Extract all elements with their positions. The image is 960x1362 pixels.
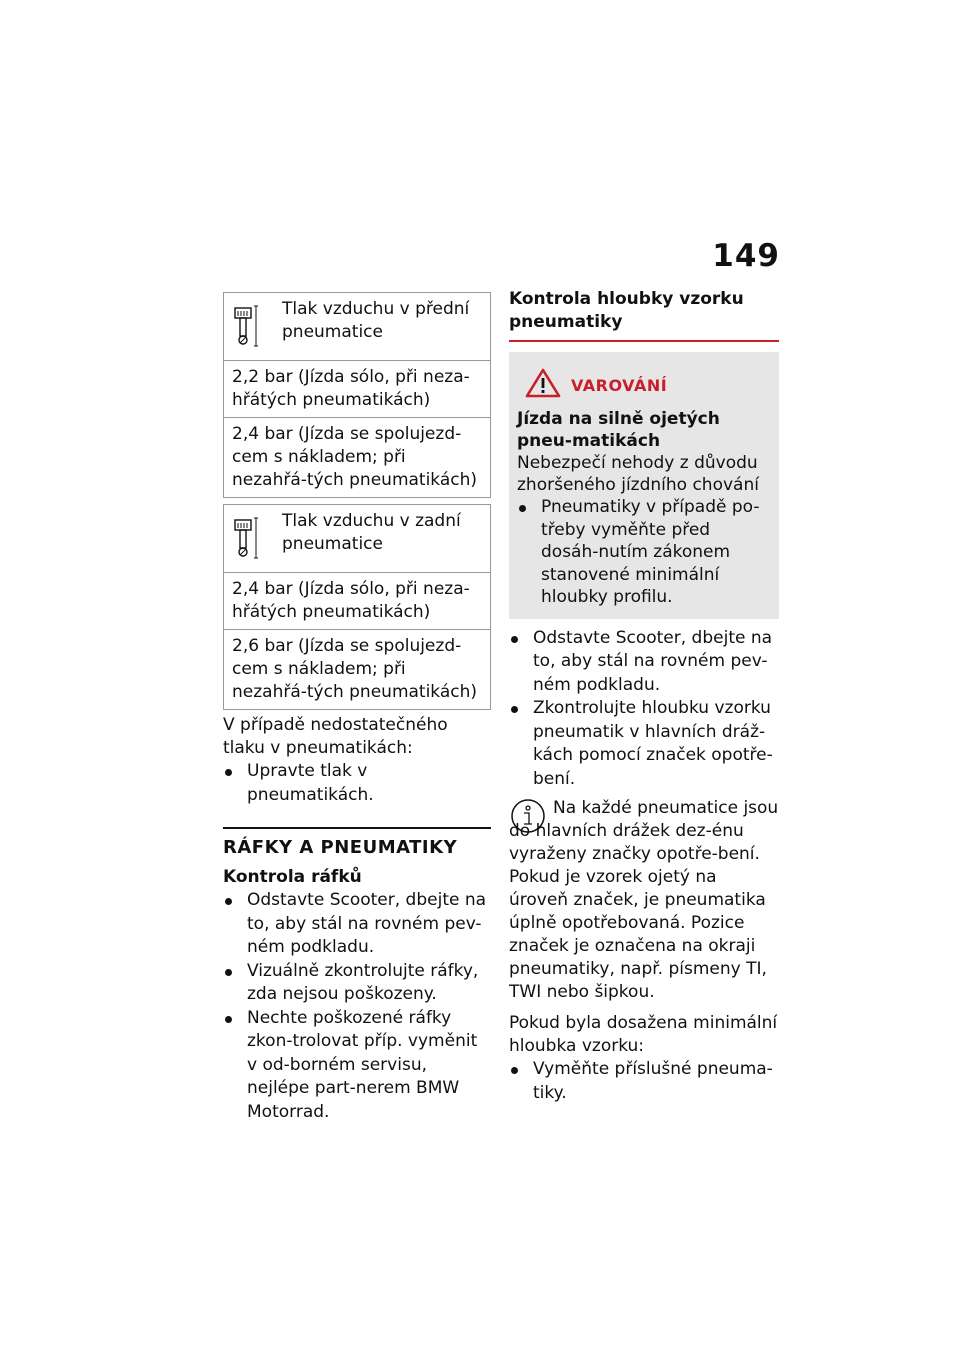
warning-label: VAROVÁNÍ (571, 375, 668, 395)
front-pressure-label: Tlak vzduchu v přední pneumatice (282, 299, 470, 342)
list-item: Odstavte Scooter, dbejte na to, aby stál na rovném pev-ném podkladu. (223, 889, 491, 960)
info-icon (509, 797, 547, 839)
left-column (223, 292, 491, 1124)
list-item: Upravte tlak v pneumatikách. (223, 760, 491, 807)
warning-list (517, 496, 769, 609)
list-item: Zkontrolujte hloubku vzorku pneumatik v hlavních dráž-kách pomocí značek opotře-bení. (509, 697, 779, 791)
page-number: 149 (712, 238, 780, 274)
front-pressure-table (223, 292, 491, 498)
rear-pressure-header (224, 505, 490, 573)
list-item: Pneumatiky v případě po-třeby vyměňte před dosáh-nutím zákonem stanovené minimální hloubky profilu. (517, 496, 769, 609)
replace-list (509, 1058, 779, 1105)
front-pressure-solo: 2,2 bar (Jízda sólo, při neza-hřátých pneumatikách) (224, 361, 490, 418)
section-title: RÁFKY A PNEUMATIKY (223, 827, 491, 858)
rear-pressure-solo: 2,4 bar (Jízda sólo, při neza-hřátých pneumatikách) (224, 573, 490, 630)
tread-check-list (509, 627, 779, 792)
rim-check-heading: Kontrola ráfků (223, 867, 362, 887)
info-text: Na každé pneumatice jsou do hlavních drážek dez-énu vyraženy značky opotře-bení. Pokud je vzorek ojetý na úroveň značek, je pneumatika úplně opotřebovaná. Pozice značek je označena na okraji pneumatiky, např. písmeny TI, TWI nebo šipkou. (509, 798, 779, 1002)
warning-header (525, 368, 769, 402)
pressure-note: V případě nedostatečného tlaku v pneumatikách: (223, 715, 448, 758)
tread-check-heading: Kontrola hloubky vzorku pneumatiky (509, 288, 779, 342)
tire-pressure-gauge-icon (232, 298, 272, 352)
rear-pressure-label: Tlak vzduchu v zadní pneumatice (282, 511, 461, 554)
right-column (509, 288, 779, 1105)
warning-text: Nebezpečí nehody z důvodu zhoršeného jízdního chování (517, 453, 759, 495)
front-pressure-header (224, 293, 490, 361)
warning-triangle-icon (525, 368, 561, 402)
list-item: Vizuálně zkontrolujte ráfky, zda nejsou poškozeny. (223, 960, 491, 1007)
tire-pressure-gauge-icon (232, 510, 272, 564)
warning-subheading: Jízda na silně ojetých pneu-matikách (517, 409, 720, 451)
pressure-note-list (223, 760, 491, 807)
rear-pressure-table (223, 504, 491, 710)
list-item: Vyměňte příslušné pneuma-tiky. (509, 1058, 779, 1105)
info-note (509, 797, 779, 1004)
warning-box (509, 352, 779, 619)
rim-check-list (223, 889, 491, 1124)
list-item: Nechte poškozené ráfky zkon-trolovat příp. vyměnit v od-borném servisu, nejlépe part-nerem BMW Motorrad. (223, 1007, 491, 1125)
front-pressure-loaded: 2,4 bar (Jízda se spolujezd-cem s nákladem; při nezahřá-tých pneumatikách) (232, 424, 478, 490)
list-item: Odstavte Scooter, dbejte na to, aby stál na rovném pev-ném podkladu. (509, 627, 779, 698)
rear-pressure-loaded: 2,6 bar (Jízda se spolujezd-cem s nákladem; při nezahřá-tých pneumatikách) (232, 636, 478, 702)
min-depth-note: Pokud byla dosažena minimální hloubka vzorku: (509, 1013, 778, 1056)
